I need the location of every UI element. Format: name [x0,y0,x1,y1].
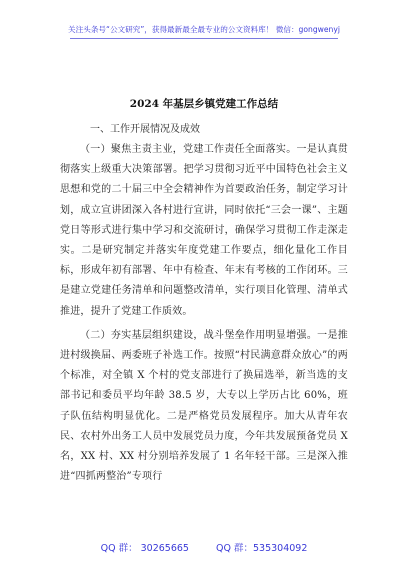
document-body [60,140,348,487]
footer-qq-group-2: QQ 群：535304092 [216,543,308,554]
footer-qq-group-1: QQ 群： 30265665 [100,543,189,554]
header-banner: 关注头条号“公文研究”，获得最新最全最专业的公文资料库！ 微信：gongwenyj [68,25,340,34]
document-title: 2024 年基层乡镇党建工作总结 [129,98,279,110]
footer-contacts [0,540,408,554]
section-heading: 一、工作开展情况及成效 [90,124,200,135]
header-divider [70,38,338,39]
paragraph-1: （一）聚焦主责主业，党建工作责任全面落实。一是认真贯彻落实上级重大决策部署。把学习贯彻习近平中国特色社会主义思想和党的二十届三中全会精神作为首要政治任务，制定学习计划，成立宣讲团深入各村进行宣讲，同时依托“三会一课”、主题党日等形式进行集中学习和交流研讨，确保学习贯彻工作走深走实。二是研究制定并落实年度党建工作要点，细化量化工作目标，形成年初有部署、年中有检查、年末有考核的工作闭环。三是建立党建任务清单和问题整改清单，实行项目化管理、清单式推进，提升了党建工作质效。 [60,144,348,317]
paragraph-2: （二）夯实基层组织建设，战斗堡垒作用明显增强。一是推进村级换届、两委班子补选工作。按照“村民满意群众放心”的两个标准，对全镇 X 个村的党支部进行了换届选举，新当选的支部书记和委员平均年龄 38.5 岁，大专以上学历占比 60%，班子队伍结构明显优化。二是严格党员发展程序。加大从青年农民、农村外出务工人员中发展党员力度，今年共发展预备党员 X 名，XX 村、XX 村分别培养发展了 1 名年轻干部。三是深入推进“四抓两整治”专项行 [60,329,348,483]
